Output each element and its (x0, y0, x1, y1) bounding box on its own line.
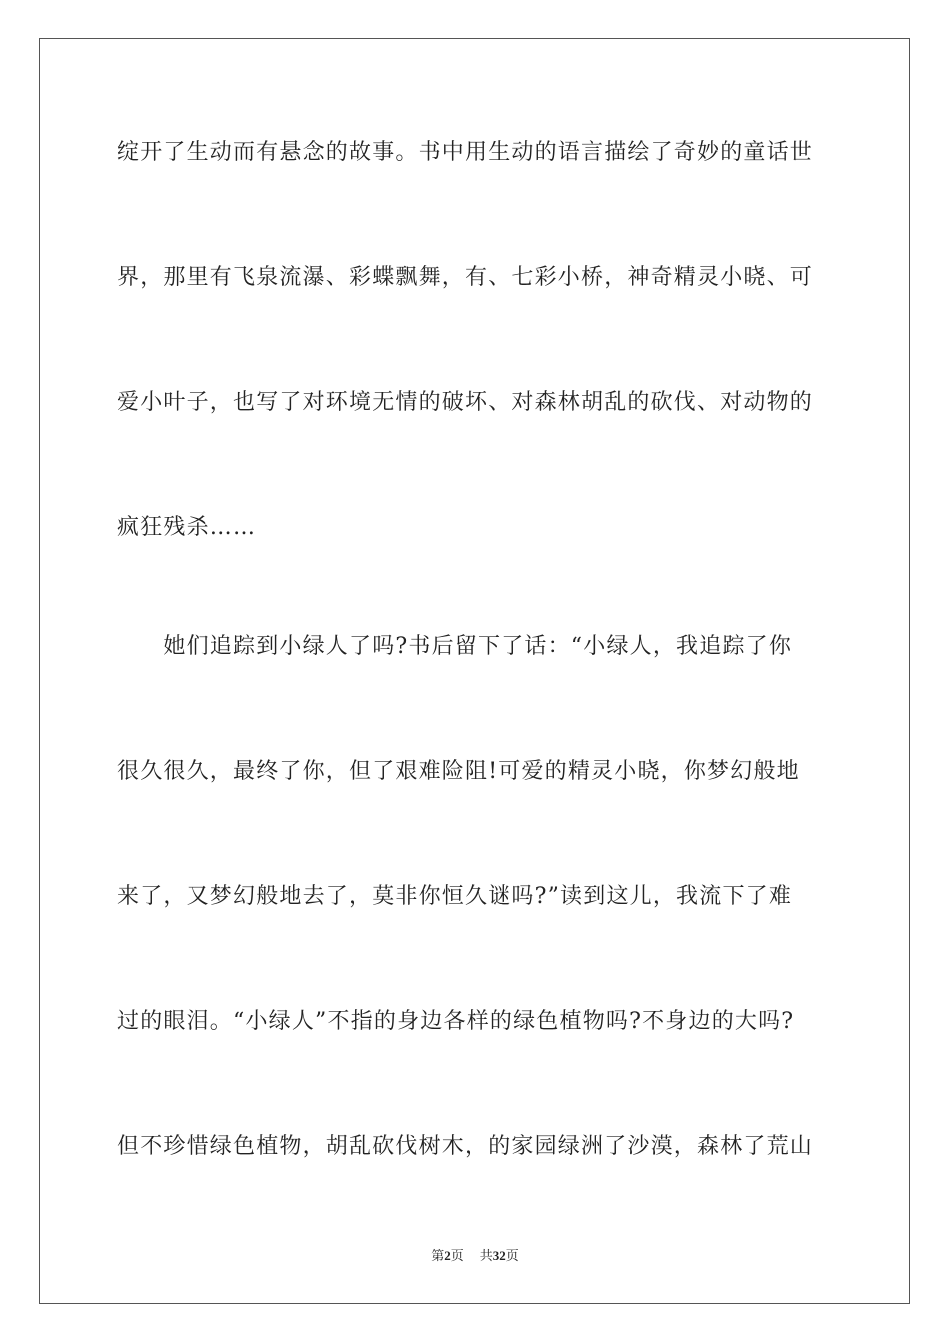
text-line: 疯狂残杀…… (117, 515, 257, 540)
page-prefix: 第 (431, 1249, 445, 1264)
text-line: 爱小叶子，也写了对环境无情的破坏、对森林胡乱的砍伐、对动物的 (117, 390, 814, 415)
text-line: 界，那里有飞泉流瀑、彩蝶飘舞，有、七彩小桥，神奇精灵小晓、可 (117, 265, 814, 290)
total-unit: 页 (505, 1249, 519, 1264)
text-line: 绽开了生动而有悬念的故事。书中用生动的语言描绘了奇妙的童话世 (117, 140, 814, 165)
text-line: 很久很久，最终了你，但了艰难险阻!可爱的精灵小晓，你梦幻般地 (117, 759, 800, 784)
total-pages: 32 (492, 1248, 506, 1263)
text-line: 来了，又梦幻般地去了，莫非你恒久谜吗?”读到这儿，我流下了难 (117, 884, 793, 909)
page-number: 2 (444, 1248, 451, 1263)
page-border (39, 38, 910, 1304)
text-line: 她们追踪到小绿人了吗?书后留下了话：“小绿人，我追踪了你 (117, 634, 793, 659)
text-line: 但不珍惜绿色植物，胡乱砍伐树木，的家园绿洲了沙漠，森林了荒山 (117, 1134, 814, 1159)
page-unit: 页 (450, 1249, 464, 1264)
total-prefix: 共 (479, 1249, 493, 1264)
page-footer (0, 1245, 950, 1264)
text-line: 过的眼泪。“小绿人”不指的身边各样的绿色植物吗?不身边的大吗? (117, 1009, 795, 1034)
